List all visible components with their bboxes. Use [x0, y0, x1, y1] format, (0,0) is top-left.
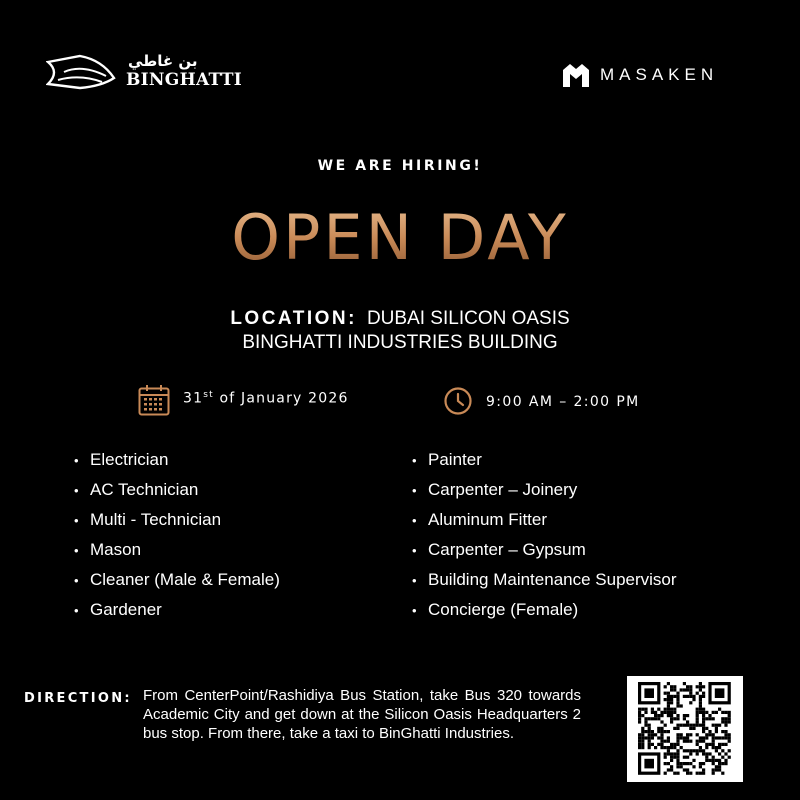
binghatti-logo	[46, 52, 243, 92]
masaken-name: MASAKEN	[600, 65, 719, 84]
binghatti-mark-icon	[46, 54, 116, 90]
list-item: • Building Maintenance Supervisor	[412, 570, 677, 600]
qr-code[interactable]	[627, 676, 743, 782]
job-list-left	[74, 450, 280, 630]
list-item: • Gardener	[74, 600, 280, 630]
location-line-1	[0, 308, 800, 330]
list-item: • AC Technician	[74, 480, 280, 510]
list-item: • Concierge (Female)	[412, 600, 677, 630]
event-date: 31st of January 2026	[183, 390, 349, 407]
location-value-1: DUBAI SILICON OASIS	[366, 308, 570, 329]
clock-icon	[443, 386, 473, 420]
list-item: • Mason	[74, 540, 280, 570]
binghatti-arabic-name: بن غاطي	[128, 52, 198, 70]
list-item: • Cleaner (Male & Female)	[74, 570, 280, 600]
qr-code-icon	[627, 676, 743, 782]
hiring-heading: WE ARE HIRING!	[317, 158, 483, 174]
location-line-2: BINGHATTI INDUSTRIES BUILDING	[242, 332, 558, 353]
direction-label: DIRECTION:	[24, 691, 132, 706]
list-item: • Aluminum Fitter	[412, 510, 677, 540]
masaken-mark-icon	[562, 62, 590, 88]
list-item: • Carpenter – Gypsum	[412, 540, 677, 570]
open-day-title: OPEN DAY	[0, 200, 800, 276]
binghatti-name: BINGHATTI	[126, 70, 243, 90]
job-list-right	[412, 450, 677, 630]
location-label: LOCATION:	[230, 308, 357, 329]
masaken-logo	[562, 62, 762, 92]
event-time: 9:00 AM – 2:00 PM	[486, 394, 640, 410]
list-item: • Carpenter – Joinery	[412, 480, 677, 510]
list-item: • Multi - Technician	[74, 510, 280, 540]
list-item: • Painter	[412, 450, 677, 480]
calendar-icon	[138, 384, 170, 420]
direction-text: From CenterPoint/Rashidiya Bus Station, take Bus 320 towards Academic City and get down at the Silicon Oasis Headquarters 2 bus stop. From there, take a taxi to BinGhatti Industries.	[143, 687, 581, 742]
list-item: • Electrician	[74, 450, 280, 480]
